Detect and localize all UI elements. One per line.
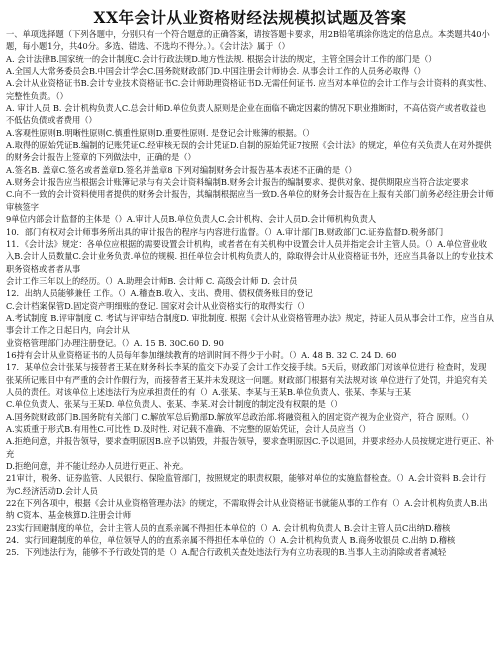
paragraph: C.向不一致的会计资料使用者提供的财务会计报告，其编制根据应当一致D.各单位的财务会计报告在上报有关部门前务必经注册会计师审核签字 [6, 189, 494, 212]
paragraph: 10．部门有权对会计师事务所出具的审计报告的程序与内容进行监督。（）A.审计部门B.财政部门C.证券监督D.税务部门 [6, 226, 444, 237]
paragraph: A. 审计人员 B. 会计机构负责人C.总会计师D.单位负责人原则是企业在面临不确定因素的情况下职业推断时，不高估资产或者收益也不低估负债或者费用（） [6, 103, 486, 126]
paragraph: C.单位负责人、张某与王某D. 单位负责人、张某、李某.对会计制度的制定没有权限的是（） [6, 399, 343, 410]
paragraph: 12．出纳人员能够兼任 工作。（）A.稽查B.收入、支出、费用、债权债务账目的登记 [6, 288, 313, 299]
document-body [6, 28, 494, 559]
paragraph: 业资格管理部门办理注册登记。（）A. 15 B. 30C.60 D. 90 [6, 337, 224, 348]
paragraph: A.取得的原始凭证B.编制的记账凭证C.经审核无误的会计凭证D.自制的原始凭证7按照《会计法》的规定，单位有关负责人在对外提供的财务会计报告上签章的下列做法中，正确的是（） [6, 140, 492, 163]
paragraph: A. 会计法律B.国家统一的会计制度C.会计行政法规D.地方性法规. 根据会计法的规定，主管全国会计工作的部门是（） [6, 53, 437, 64]
paragraph: D.拒绝问意，并不能让经办人员进行更正、补充。 [6, 461, 189, 472]
paragraph: A.拒绝问意，并报告领导，要求查明原因B.应予以销毁，并报告领导，要求查明原因C.予以退回，并要求经办人员按规定进行更正、补充 [6, 436, 494, 459]
paragraph: 25．下列违法行为，能够不予行政处罚的是（）A.配合行政机关查处违法行为有立功表现的B.当事人主动消除或者者减轻 [6, 547, 447, 558]
paragraph: 会计工作三年以上的经历。（）A.助理会计师B. 会计师 C. 高级会计师 D. 会计员 [6, 275, 298, 286]
paragraph: 24．实行回避制度的单位，单位领导人的的直系亲属不得担任本单位的（）A.会计机构负责人 B.商务收银员 C.出纳 D.稽核 [6, 535, 456, 546]
paragraph: 11．《会计法》规定：各单位应根据的需要设置会计机构，或者者在有关机构中设置会计人员并指定会计主管人员。（）A.单位营业收入B.会计人员数量C.会计业务负责.单位的规模. 担任单位会计机构负责人的，除取得会计从业资格证书外，还应当具备以上的专业技术职务资格或者者从事 [6, 238, 494, 274]
paragraph: 23实行回避制度的单位，会计主管人员的直系亲属不得担任本单位的（）A. 会计机构负责人 B.会计主管人员C出纳D.稽核 [6, 522, 451, 533]
paragraph: A.客观性原则B.明晰性原则C.慎重性原则D.重要性原则. 是登记会计账簿的根据。（） [6, 127, 315, 138]
paragraph: C.会计档案保管D.固定资产明细账的登记. 国家对会计从业资格实行的取得实行（） [6, 300, 310, 311]
paragraph: A.签名B. 盖章C.签名或者盖章D.签名并盖章8 下列对编制财务会计报告基本表述不正确的是（） [6, 164, 357, 175]
paragraph: 一、单项选择题（下列各题中，分别只有一个符合题意的正确答案，请按答题卡要求，用2B铅笔填涂你选定的信息点。本类题共40小题，每小题1分，共40分。多选、错选、不选均不得分。）。《会计法》属于（） [6, 29, 490, 52]
document-title: XX年会计从业资格财经法规模拟试题及答案 [93, 8, 407, 27]
paragraph: A.全国人大常务委员会B.中国会计学会C.国务院财政部门D.中国注册会计师协会. 从事会计工作的人员务必取得（） [6, 66, 426, 77]
paragraph: A.实质重于形式B.有用性C.可比性 D.及时性. 对记载不准确、不完整的原始凭证，会计人员应当（） [6, 424, 371, 434]
paragraph: 21审计，税务、证券监管、人民银行、保险监管部门，按照规定的职责权限，能够对单位的实施监督检查。（）A.会计资料 B.会计行为C.经济活动D.会计人员 [6, 473, 487, 496]
paragraph: 9单位内部会计监督的主体是（）A.审计人员B.单位负责人C.会计机构、会计人员D.会计师机构负责人 [6, 214, 377, 225]
paragraph: 22在下列各项中，根据《会计从业资格管理办法》的规定，不需取得会计从业资格证书就能从事的工作有（）A.会计机构负责人B.出纳 C资本、基金核算D.注册会计师 [6, 498, 488, 521]
paragraph: 17．某单位会计张某与接替者王某在财务科长李某的监交下办妥了会计工作交接手续。5天后，财政部门对该单位进行 检查时，发现张某所记账目中有严重的会计作假行为，而接替者王某并未发现这一问题。财政部门根据有关法规对该 单位进行了处罚，并追究有关人员的责任。对该单位上述违法行为应承担责任的有（）A.张某、李某与王某B.单位负责人、张某、李某与王某 [6, 362, 488, 397]
paragraph: 16持有会计从业资格证书的人员每年参加继续教育的培训时间不得少于小时。（）A. 48 B. 32 C. 24 D. 60 [6, 349, 397, 360]
paragraph: A.财务会计报告应当根据会计账簿记录与有关会计资料编制B.财务会计报告的编制要求、提供对象、提供期限应当符合法定要求 [6, 177, 469, 188]
paragraph: A.国务院财政部门B.国务院有关部门 C.解放军总后勤部D.解放军总政治部.将融资租入的固定资产视为企业资产，符合 原则。（） [6, 411, 474, 422]
paragraph: A.考试制度 B.评审制度 C. 考试与评审结合制度D. 审批制度. 根据《会计从业资格管理办法》规定，持证人员从事会计工作，应当自从事会计工作之日起日内，向会计从 [6, 312, 494, 336]
paragraph: A.会计从业资格证书B.会计专业技术资格证书C.会计师助理资格证书D.无需任何证书. 应当对本单位的会计工作与会计资料的真实性、完整性负责。（） [6, 78, 492, 101]
